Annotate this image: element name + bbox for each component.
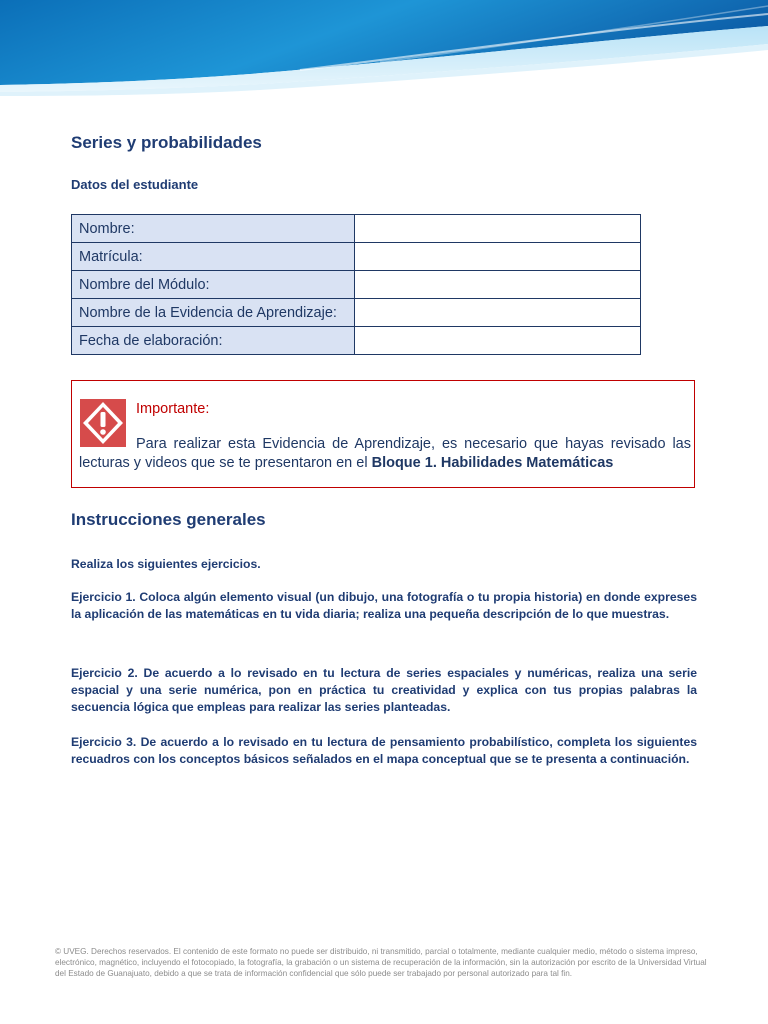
name-field[interactable] (355, 215, 641, 243)
exercise-2: Ejercicio 2. De acuerdo a lo revisado en tu lectura de series espaciales y numéricas, realiza una serie espacial y una serie numérica, pon en práctica tu creatividad y explica con tus propias palabras la secuencia lógica que empleas para realizar las series planteadas. (71, 666, 697, 714)
important-notice (71, 380, 695, 488)
name-label: Nombre: (72, 215, 355, 243)
header-banner (0, 0, 768, 96)
important-body: Para realizar esta Evidencia de Aprendizaje, es necesario que hayas revisado las lecturas y videos que se te presentaron en el (79, 436, 691, 471)
table-row (72, 299, 641, 327)
table-row (72, 271, 641, 299)
copyright-footer: © UVEG. Derechos reservados. El contenido de este formato no puede ser distribuido, ni transmitido, parcial o totalmente, mediante cualquier medio, método o sistema impreso, electrónico, magnético, incluyendo el fotocopiado, la fotografía, la grabación o un sistema de recuperación de la información, sin la autorización por escrito de la Universidad Virtual del Estado de Guanajuato, debido a que se trata de información confidencial que sólo puede ser trabajado por personal autorizado para tal fin. (55, 947, 707, 978)
student-data-table (71, 214, 641, 355)
table-row (72, 243, 641, 271)
evidence-name-label: Nombre de la Evidencia de Aprendizaje: (72, 299, 355, 327)
evidence-name-field[interactable] (355, 299, 641, 327)
module-name-field[interactable] (355, 271, 641, 299)
instructions-heading: Instrucciones generales (71, 510, 266, 529)
date-field[interactable] (355, 327, 641, 355)
table-row (72, 327, 641, 355)
enrollment-field[interactable] (355, 243, 641, 271)
instructions-intro: Realiza los siguientes ejercicios. (71, 557, 261, 571)
page-title: Series y probabilidades (71, 133, 262, 152)
module-name-label: Nombre del Módulo: (72, 271, 355, 299)
exercise-1: Ejercicio 1. Coloca algún elemento visual (un dibujo, una fotografía o tu propia historia) en donde expreses la aplicación de las matemáticas en tu vida diaria; realiza una pequeña descripción de lo que muestras. (71, 590, 697, 621)
exercise-3: Ejercicio 3. De acuerdo a lo revisado en tu lectura de pensamiento probabilístico, completa los siguientes recuadros con los conceptos básicos señalados en el mapa conceptual que se te presenta a continuación. (71, 735, 697, 766)
enrollment-label: Matrícula: (72, 243, 355, 271)
important-text (79, 435, 691, 473)
student-data-heading: Datos del estudiante (71, 177, 199, 192)
date-label: Fecha de elaboración: (72, 327, 355, 355)
table-row (72, 215, 641, 243)
important-heading: Importante: (136, 401, 210, 417)
important-bold: Bloque 1. Habilidades Matemáticas (371, 455, 614, 471)
